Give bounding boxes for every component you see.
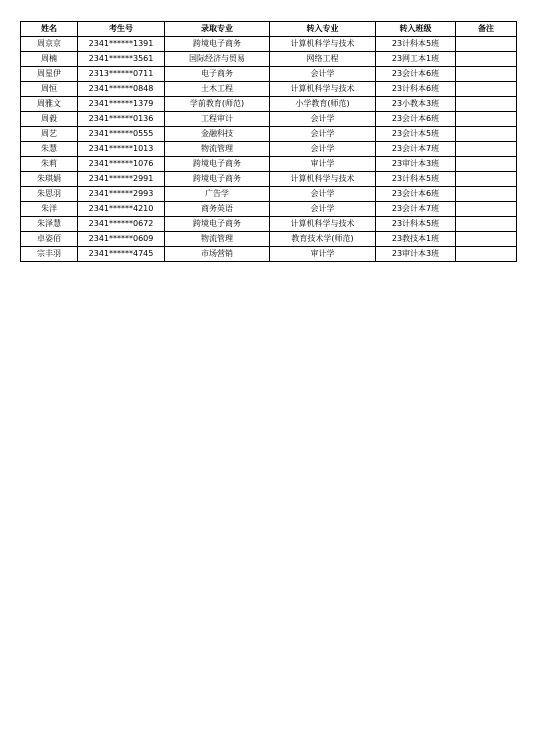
cell-exam-id: 2341******0555 (78, 127, 165, 142)
cell-exam-id: 2341******4210 (78, 202, 165, 217)
table-row (21, 232, 517, 247)
table-row (21, 157, 517, 172)
cell-admitted-major: 国际经济与贸易 (165, 52, 270, 67)
cell-transfer-major: 计算机科学与技术 (270, 172, 376, 187)
cell-admitted-major: 市场营销 (165, 247, 270, 262)
cell-name: 周星伊 (21, 67, 78, 82)
cell-transfer-major: 教育技术学(师范) (270, 232, 376, 247)
cell-remarks (456, 232, 517, 247)
cell-exam-id: 2341******0672 (78, 217, 165, 232)
cell-exam-id: 2341******4745 (78, 247, 165, 262)
cell-transfer-major: 会计学 (270, 67, 376, 82)
table-row (21, 112, 517, 127)
header-exam-id: 考生号 (78, 22, 165, 37)
cell-remarks (456, 172, 517, 187)
cell-exam-id: 2313******0711 (78, 67, 165, 82)
cell-transfer-major: 计算机科学与技术 (270, 37, 376, 52)
cell-exam-id: 2341******0848 (78, 82, 165, 97)
table-row (21, 52, 517, 67)
cell-remarks (456, 67, 517, 82)
cell-remarks (456, 52, 517, 67)
table-row (21, 247, 517, 262)
cell-name: 朱莉 (21, 157, 78, 172)
cell-transfer-class: 23小教本3班 (376, 97, 456, 112)
table-row (21, 97, 517, 112)
cell-admitted-major: 物流管理 (165, 142, 270, 157)
cell-name: 周雅文 (21, 97, 78, 112)
cell-admitted-major: 跨境电子商务 (165, 172, 270, 187)
cell-remarks (456, 187, 517, 202)
cell-remarks (456, 127, 517, 142)
cell-transfer-class: 23计科本5班 (376, 172, 456, 187)
cell-name: 朱琪娟 (21, 172, 78, 187)
table-row (21, 142, 517, 157)
cell-transfer-major: 审计学 (270, 247, 376, 262)
header-transfer-class: 转入班级 (376, 22, 456, 37)
cell-admitted-major: 物流管理 (165, 232, 270, 247)
cell-transfer-class: 23会计本7班 (376, 142, 456, 157)
cell-name: 朱思羽 (21, 187, 78, 202)
cell-name: 宗丰羽 (21, 247, 78, 262)
table-row (21, 67, 517, 82)
cell-transfer-major: 会计学 (270, 187, 376, 202)
cell-transfer-class: 23会计本6班 (376, 67, 456, 82)
header-transfer-major: 转入专业 (270, 22, 376, 37)
cell-remarks (456, 112, 517, 127)
cell-name: 朱洋 (21, 202, 78, 217)
transfer-list-table (20, 21, 517, 262)
cell-admitted-major: 跨境电子商务 (165, 217, 270, 232)
cell-name: 朱泽慧 (21, 217, 78, 232)
cell-remarks (456, 247, 517, 262)
table-row (21, 202, 517, 217)
header-admitted-major: 录取专业 (165, 22, 270, 37)
cell-transfer-class: 23会计本5班 (376, 127, 456, 142)
cell-remarks (456, 97, 517, 112)
cell-exam-id: 2341******2991 (78, 172, 165, 187)
table-row (21, 187, 517, 202)
cell-transfer-class: 23审计本3班 (376, 247, 456, 262)
cell-transfer-class: 23计科本5班 (376, 37, 456, 52)
cell-transfer-class: 23会计本6班 (376, 187, 456, 202)
cell-admitted-major: 工程审计 (165, 112, 270, 127)
cell-remarks (456, 217, 517, 232)
cell-name: 周楠 (21, 52, 78, 67)
cell-exam-id: 2341******1013 (78, 142, 165, 157)
cell-transfer-class: 23网工本1班 (376, 52, 456, 67)
table-body (21, 37, 517, 262)
cell-name: 周毅 (21, 112, 78, 127)
cell-admitted-major: 商务英语 (165, 202, 270, 217)
table-header-row (21, 22, 517, 37)
header-remarks: 备注 (456, 22, 517, 37)
cell-remarks (456, 142, 517, 157)
cell-transfer-major: 计算机科学与技术 (270, 217, 376, 232)
cell-transfer-major: 会计学 (270, 142, 376, 157)
table-row (21, 217, 517, 232)
table-row (21, 127, 517, 142)
cell-transfer-class: 23教技本1班 (376, 232, 456, 247)
cell-admitted-major: 电子商务 (165, 67, 270, 82)
cell-transfer-major: 计算机科学与技术 (270, 82, 376, 97)
cell-transfer-class: 23计科本5班 (376, 217, 456, 232)
cell-name: 朱慧 (21, 142, 78, 157)
cell-transfer-major: 会计学 (270, 112, 376, 127)
cell-admitted-major: 广告学 (165, 187, 270, 202)
table-row (21, 37, 517, 52)
cell-transfer-class: 23会计本6班 (376, 112, 456, 127)
cell-admitted-major: 学前教育(师范) (165, 97, 270, 112)
cell-transfer-major: 小学教育(师范) (270, 97, 376, 112)
cell-exam-id: 2341******0609 (78, 232, 165, 247)
cell-transfer-major: 会计学 (270, 127, 376, 142)
cell-remarks (456, 82, 517, 97)
cell-transfer-class: 23会计本7班 (376, 202, 456, 217)
table-row (21, 172, 517, 187)
cell-admitted-major: 跨境电子商务 (165, 37, 270, 52)
cell-exam-id: 2341******1391 (78, 37, 165, 52)
cell-remarks (456, 157, 517, 172)
cell-name: 周恒 (21, 82, 78, 97)
header-name: 姓名 (21, 22, 78, 37)
cell-exam-id: 2341******0136 (78, 112, 165, 127)
cell-remarks (456, 202, 517, 217)
table-row (21, 82, 517, 97)
cell-admitted-major: 金融科技 (165, 127, 270, 142)
cell-transfer-major: 审计学 (270, 157, 376, 172)
cell-admitted-major: 跨境电子商务 (165, 157, 270, 172)
cell-admitted-major: 土木工程 (165, 82, 270, 97)
cell-exam-id: 2341******1379 (78, 97, 165, 112)
cell-exam-id: 2341******1076 (78, 157, 165, 172)
cell-transfer-class: 23审计本3班 (376, 157, 456, 172)
cell-name: 周艺 (21, 127, 78, 142)
cell-remarks (456, 37, 517, 52)
cell-exam-id: 2341******2993 (78, 187, 165, 202)
cell-transfer-major: 会计学 (270, 202, 376, 217)
cell-exam-id: 2341******3561 (78, 52, 165, 67)
cell-name: 周京京 (21, 37, 78, 52)
cell-name: 卓姿佰 (21, 232, 78, 247)
cell-transfer-major: 网络工程 (270, 52, 376, 67)
cell-transfer-class: 23计科本6班 (376, 82, 456, 97)
